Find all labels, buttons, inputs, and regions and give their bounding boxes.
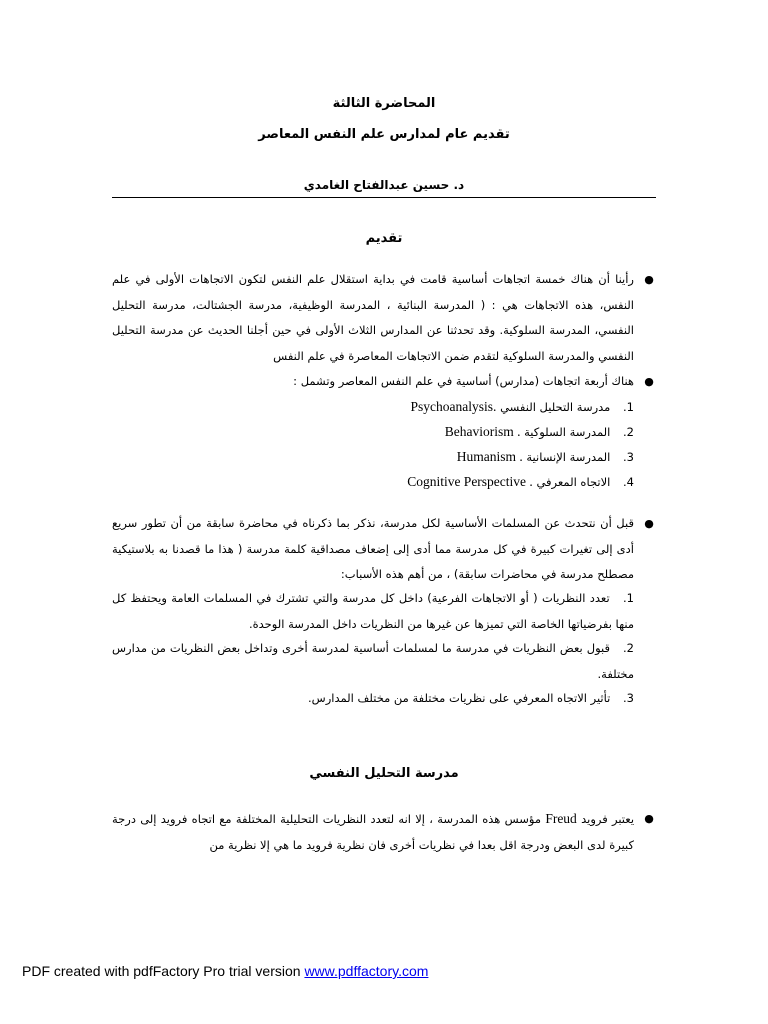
pdffactory-link[interactable]: www.pdffactory.com bbox=[304, 963, 429, 979]
school-name-ar: مدرسة التحليل النفسي bbox=[500, 400, 611, 414]
reason-text: قبول بعض النظريات في مدرسة ما لمسلمات أساسية لمدرسة أخرى وتداخل بعض النظريات من مدارس مختلفة. bbox=[112, 641, 634, 681]
reason-text: تأثير الاتجاه المعرفي على نظريات مختلفة من مختلف المدارس. bbox=[308, 691, 611, 705]
item-number: 2. bbox=[623, 641, 634, 655]
bullet-icon: ● bbox=[644, 375, 654, 388]
item-number: 3. bbox=[623, 691, 634, 705]
item-number: 2. bbox=[623, 425, 634, 439]
intro-paragraph-1: رأينا أن هناك خمسة اتجاهات أساسية قامت في بداية استقلال علم النفس لتكون الاتجاهات الأولى في علم النفس، هذه الاتجاهات هي : ( المدرسة البنائية ، المدرسة الوظيفية، مدرسة الجشتالت، مدرسة التحليل النفسي، المدرسة السلوكية. وقد تحدثنا عن المدارس الثلاث الأولى في حين أجلنا الحديث عن مدرسة التحليل النفسي والمدرسة السلوكية لتقدم ضمن الاتجاهات المعاصرة في علم النفس bbox=[112, 272, 634, 363]
bullet-icon: ● bbox=[644, 273, 654, 286]
footer-text: PDF created with pdfFactory Pro trial version bbox=[22, 963, 301, 979]
bullet-icon: ● bbox=[644, 812, 654, 825]
school-name-en: Humanism . bbox=[456, 449, 523, 464]
freud-name: Freud bbox=[545, 811, 577, 826]
school-item-3 bbox=[112, 444, 634, 471]
psychoanalysis-paragraph bbox=[112, 806, 634, 858]
school-name-en: Behaviorism . bbox=[444, 424, 521, 439]
school-item-4 bbox=[112, 469, 634, 496]
school-name-ar: الاتجاه المعرفي bbox=[536, 475, 611, 489]
bullet-icon: ● bbox=[644, 517, 654, 530]
pdf-footer bbox=[22, 963, 428, 979]
author-name: د. حسين عبدالفتاح الغامدي bbox=[303, 178, 465, 192]
school-name-ar: المدرسة الإنسانية bbox=[526, 450, 611, 464]
reason-item-3 bbox=[112, 686, 634, 712]
header-divider bbox=[112, 197, 656, 198]
school-item-1 bbox=[112, 394, 634, 421]
item-number: 3. bbox=[623, 450, 634, 464]
paragraph-text-start: يعتبر فرويد bbox=[581, 812, 635, 826]
intro-paragraph-2: هناك أربعة اتجاهات (مدارس) أساسية في علم النفس المعاصر وتشمل : bbox=[293, 374, 634, 388]
lecture-title: المحاضرة الثالثة bbox=[332, 96, 436, 111]
psychoanalysis-heading: مدرسة التحليل النفسي bbox=[309, 766, 459, 781]
item-number: 4. bbox=[623, 475, 634, 489]
item-number: 1. bbox=[623, 591, 634, 605]
school-name-ar: المدرسة السلوكية bbox=[524, 425, 611, 439]
school-name-en: Cognitive Perspective . bbox=[407, 474, 533, 489]
reason-item-1 bbox=[112, 586, 634, 637]
intro-heading: تقديم bbox=[365, 231, 403, 246]
reason-text: تعدد النظريات ( أو الاتجاهات الفرعية) داخل كل مدرسة والتي تشترك في المسلمات العامة ويحتفظ كل منها بفرضياتها الخاصة التي تميزها عن غيرها من النظريات داخل المدرسة الوحدة. bbox=[112, 591, 634, 631]
document-subtitle: تقديم عام لمدارس علم النفس المعاصر bbox=[258, 127, 510, 142]
school-name-en: Psychoanalysis. bbox=[410, 399, 497, 414]
paragraph-text-rest: مؤسس هذه المدرسة ، إلا انه لتعدد النظريات التحليلية المختلفة مع اتجاه فرويد إلى درجة كبيرة لدى البعض ودرجة اقل بعدا في نظريات أخرى فان نظرية فرويد ما هي إلا نظرية من bbox=[112, 812, 634, 852]
intro-paragraph-3: قبل أن نتحدث عن المسلمات الأساسية لكل مدرسة، نذكر بما ذكرناه في محاضرة سابقة من أن تطور سريع أدى إلى تغيرات كبيرة في كل مدرسة مما أدى إلى إضعاف مصداقية كلمة مدرسة ( هذا ما قصدنا به بلاستيكية مصطلح مدرسة في محاضرات سابقة) ، من أهم هذه الأسباب: bbox=[112, 516, 634, 581]
item-number: 1. bbox=[623, 400, 634, 414]
reason-item-2 bbox=[112, 636, 634, 687]
school-item-2 bbox=[112, 419, 634, 446]
